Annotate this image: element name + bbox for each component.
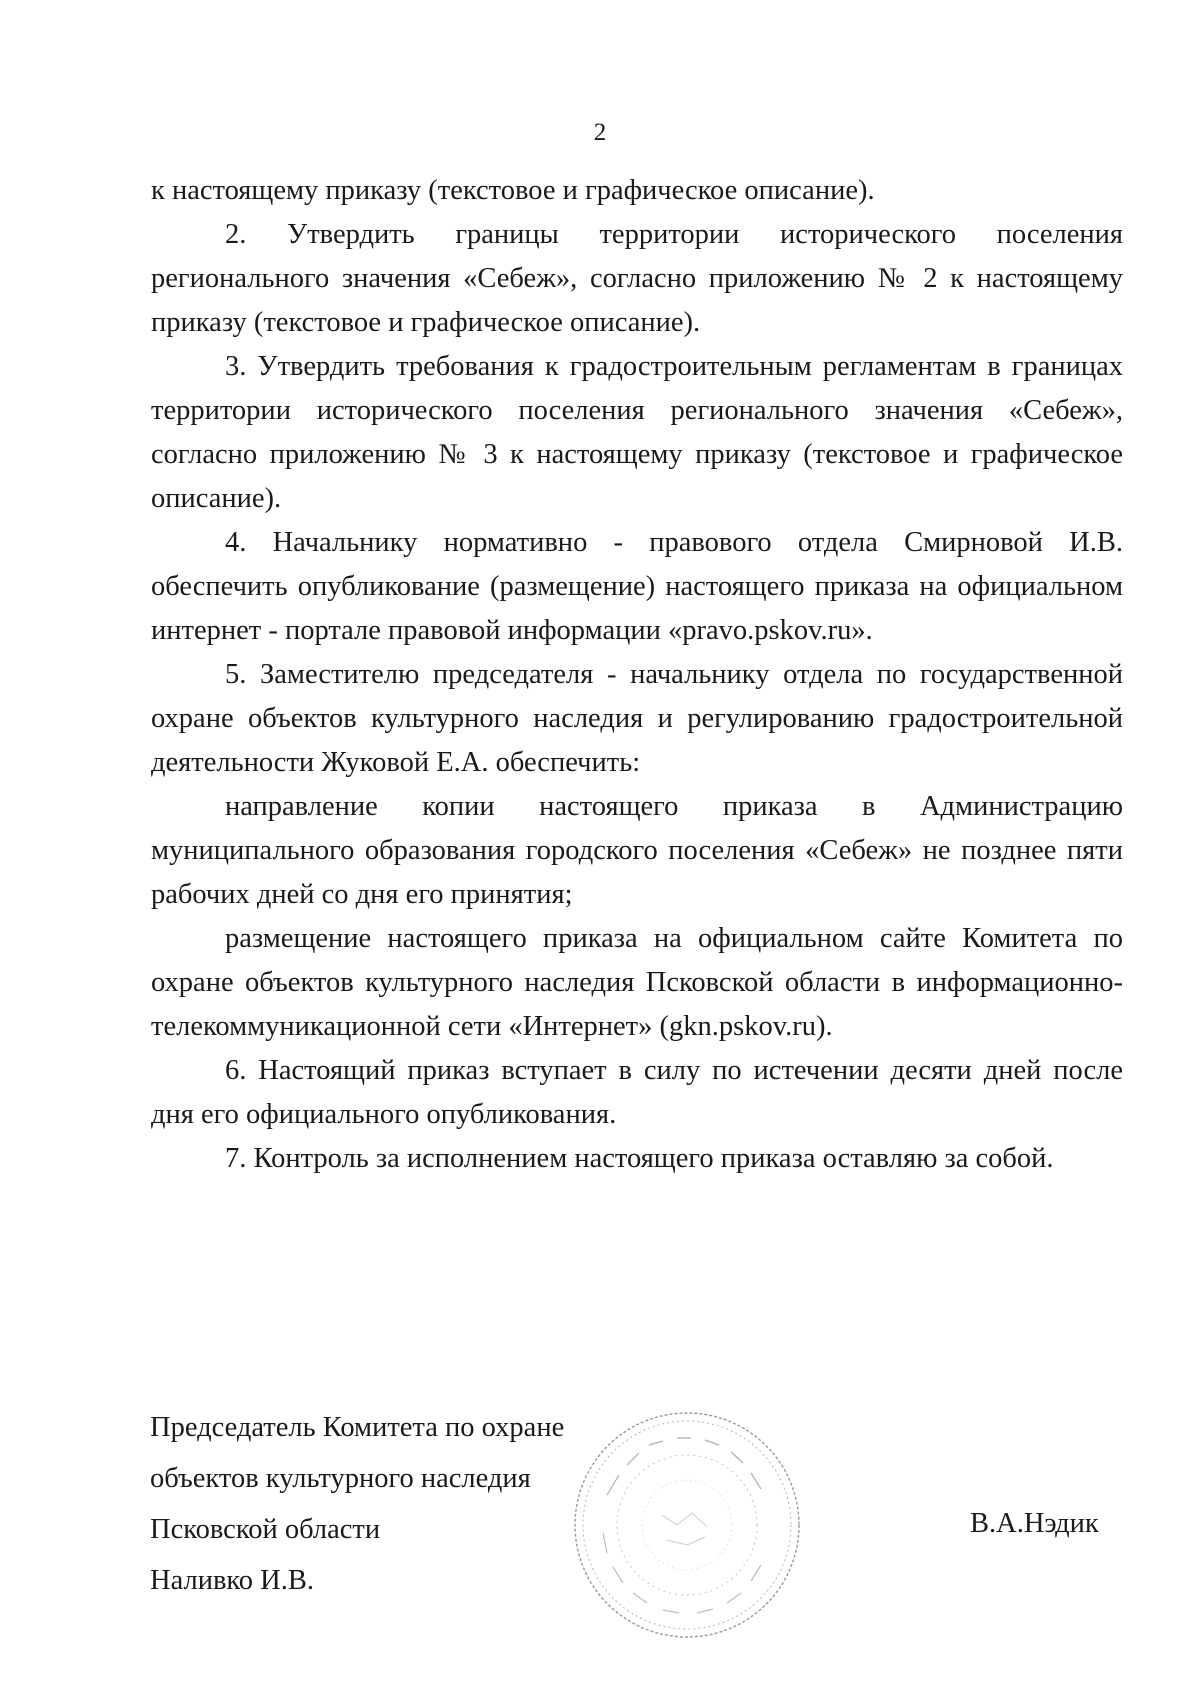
paragraph-item-7: 7. Контроль за исполнением настоящего приказа оставляю за собой. [225,1143,1054,1174]
page-number: 2 [593,119,607,146]
paragraph-item-2: 2. Утвердить границы территории исторического поселения регионального значения «Себеж», согласно приложению № 2 к настоящему приказу (текстовое и графическое описание). [151,219,1123,338]
paragraph-item-4: 4. Начальнику нормативно - правового отдела Смирновой И.В. обеспечить опубликование (размещение) настоящего приказа на официальном интернет - портале правовой информации «pravo.pskov.ru». [151,527,1123,646]
paragraph-item-5-sub-2: размещение настоящего приказа на официальном сайте Комитета по охране объектов культурного наследия Псковской области в информационно-телекоммуникационной сети «Интернет» (gkn.pskov.ru). [151,923,1123,1042]
paragraph-item-5: 5. Заместителю председателя - начальнику отдела по государственной охране объектов культурного наследия и регулированию градостроительной деятельности Жуковой Е.А. обеспечить: [151,659,1123,778]
signature-line: Председатель Комитета по охране [150,1412,565,1443]
document-body [151,169,1123,1181]
signature-title-block [150,1402,670,1606]
signature-line: Псковской области [150,1514,381,1545]
paragraph-item-5-sub-1: направление копии настоящего приказа в Администрацию муниципального образования городского поселения «Себеж» не позднее пяти рабочих дней со дня его принятия; [151,791,1123,910]
signature-line: объектов культурного наследия [150,1463,531,1494]
signature-line: Наливко И.В. [150,1565,315,1596]
paragraph-item-6: 6. Настоящий приказ вступает в силу по истечении десяти дней после дня его официального опубликования. [151,1055,1123,1130]
signer-name: В.А.Нэдик [970,1508,1099,1539]
paragraph-item-3: 3. Утвердить требования к градостроительным регламентам в границах территории исторического поселения регионального значения «Себеж», согласно приложению № 3 к настоящему приказу (текстовое и графическое описание). [151,351,1123,514]
paragraph-continuation: к настоящему приказу (текстовое и графическое описание). [151,175,875,206]
